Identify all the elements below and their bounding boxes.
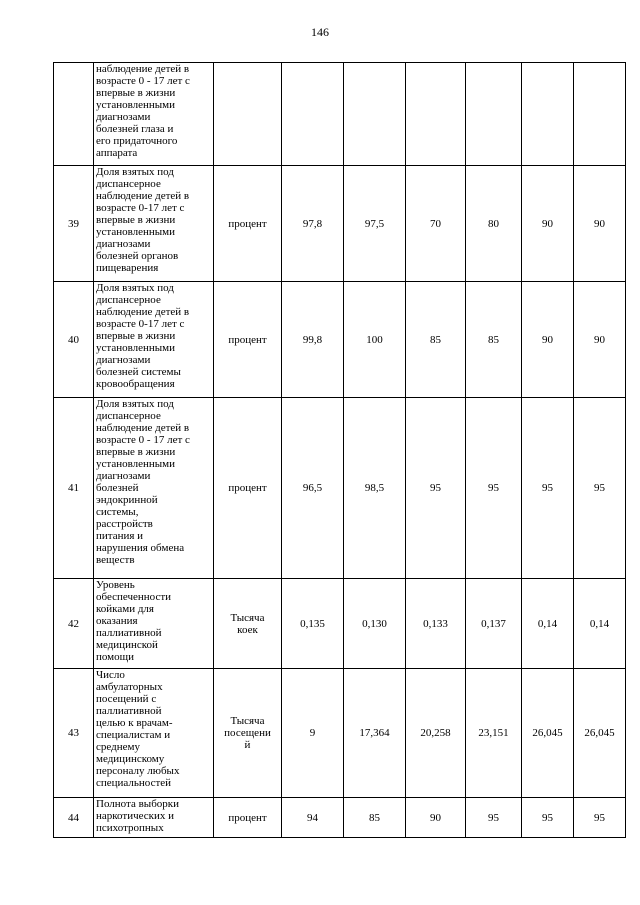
- value-cell: 20,258: [406, 669, 466, 798]
- value-cell: 0,137: [466, 579, 522, 669]
- value-cell: 0,133: [406, 579, 466, 669]
- description-line: установленными: [96, 226, 176, 238]
- value-cell: 95: [406, 398, 466, 579]
- description-line: возрасте 0-17 лет с: [96, 318, 185, 330]
- description-line: возрасте 0-17 лет с: [96, 202, 185, 214]
- unit-line: процент: [228, 333, 267, 346]
- value-cell: [406, 63, 466, 166]
- indicator-description-cell: [94, 669, 214, 798]
- description-line: впервые в жизни: [96, 214, 176, 226]
- description-line: его придаточного: [96, 135, 178, 147]
- description-line: медицинской: [96, 639, 158, 651]
- description-line: пищеварения: [96, 262, 159, 274]
- indicators-table: [53, 62, 626, 838]
- description-line: впервые в жизни: [96, 446, 176, 458]
- unit-cell: [214, 669, 282, 798]
- description-line: питания и: [96, 530, 144, 542]
- table-row: [54, 798, 626, 838]
- value-cell: 94: [282, 798, 344, 838]
- value-cell: 17,364: [344, 669, 406, 798]
- row-number-cell: 42: [54, 579, 94, 669]
- row-number-cell: [54, 63, 94, 166]
- description-line: оказания: [96, 615, 138, 627]
- value-cell: 100: [344, 282, 406, 398]
- description-line: диагнозами: [96, 470, 151, 482]
- description-line: Доля взятых под: [96, 166, 174, 178]
- value-cell: [574, 63, 626, 166]
- description-line: возрасте 0 - 17 лет с: [96, 434, 190, 446]
- description-line: впервые в жизни: [96, 87, 176, 99]
- description-line: диагнозами: [96, 111, 151, 123]
- description-line: болезней глаза и: [96, 123, 174, 135]
- row-number-cell: 40: [54, 282, 94, 398]
- table-row: [54, 63, 626, 166]
- description-line: установленными: [96, 342, 176, 354]
- table-row: [54, 579, 626, 669]
- indicator-description-cell: [94, 579, 214, 669]
- description-line: Доля взятых под: [96, 398, 174, 410]
- row-number-cell: 39: [54, 166, 94, 282]
- indicator-description-cell: [94, 282, 214, 398]
- unit-line: Тысяча: [230, 715, 265, 727]
- unit-line: посещени: [224, 727, 271, 739]
- description-line: помощи: [96, 651, 134, 663]
- value-cell: 90: [574, 282, 626, 398]
- description-line: расстройств: [96, 518, 153, 530]
- description-line: диагнозами: [96, 354, 151, 366]
- description-line: веществ: [96, 554, 135, 566]
- description-line: медицинскому: [96, 753, 165, 765]
- value-cell: 95: [574, 798, 626, 838]
- description-line: Доля взятых под: [96, 282, 174, 294]
- table-row: [54, 669, 626, 798]
- unit-cell: [214, 798, 282, 838]
- value-cell: 23,151: [466, 669, 522, 798]
- value-cell: 0,130: [344, 579, 406, 669]
- description-line: установленными: [96, 458, 176, 470]
- value-cell: 95: [522, 798, 574, 838]
- value-cell: 97,8: [282, 166, 344, 282]
- value-cell: 95: [466, 398, 522, 579]
- indicator-description-cell: [94, 63, 214, 166]
- value-cell: 85: [466, 282, 522, 398]
- unit-cell: [214, 63, 282, 166]
- description-line: амбулаторных: [96, 681, 163, 693]
- description-line: системы,: [96, 506, 139, 518]
- description-line: кровообращения: [96, 378, 175, 390]
- value-cell: 0,135: [282, 579, 344, 669]
- description-line: болезней системы: [96, 366, 181, 378]
- description-line: диспансерное: [96, 178, 161, 190]
- value-cell: 70: [406, 166, 466, 282]
- unit-cell: [214, 398, 282, 579]
- description-line: паллиативной: [96, 705, 162, 717]
- value-cell: 95: [522, 398, 574, 579]
- description-line: нарушения обмена: [96, 542, 185, 554]
- unit-cell: [214, 579, 282, 669]
- value-cell: 90: [406, 798, 466, 838]
- value-cell: 90: [574, 166, 626, 282]
- indicator-description-cell: [94, 166, 214, 282]
- description-line: возрасте 0 - 17 лет с: [96, 75, 190, 87]
- indicator-description-cell: [94, 798, 214, 838]
- description-line: паллиативной: [96, 627, 162, 639]
- description-line: наблюдение детей в: [96, 190, 190, 202]
- description-line: впервые в жизни: [96, 330, 176, 342]
- value-cell: 26,045: [522, 669, 574, 798]
- value-cell: 95: [574, 398, 626, 579]
- description-line: эндокринной: [96, 494, 158, 506]
- value-cell: 85: [406, 282, 466, 398]
- row-number-cell: 43: [54, 669, 94, 798]
- value-cell: 98,5: [344, 398, 406, 579]
- value-cell: [344, 63, 406, 166]
- value-cell: 9: [282, 669, 344, 798]
- description-line: посещений с: [96, 693, 157, 705]
- description-line: целью к врачам-: [96, 717, 173, 729]
- table-row: [54, 166, 626, 282]
- description-line: болезней органов: [96, 250, 179, 262]
- table-row: [54, 398, 626, 579]
- unit-line: коек: [237, 623, 258, 636]
- description-line: наркотических и: [96, 810, 175, 822]
- description-line: психотропных: [96, 822, 164, 834]
- value-cell: 99,8: [282, 282, 344, 398]
- value-cell: 95: [466, 798, 522, 838]
- value-cell: 96,5: [282, 398, 344, 579]
- description-line: наблюдение детей в: [96, 63, 190, 75]
- description-line: диспансерное: [96, 410, 161, 422]
- value-cell: 80: [466, 166, 522, 282]
- value-cell: 85: [344, 798, 406, 838]
- unit-line: й: [244, 739, 251, 751]
- description-line: Число: [96, 669, 125, 681]
- value-cell: 0,14: [522, 579, 574, 669]
- description-line: обеспеченности: [96, 591, 172, 603]
- description-line: специалистам и: [96, 729, 171, 741]
- value-cell: [522, 63, 574, 166]
- description-line: аппарата: [96, 147, 138, 159]
- value-cell: [466, 63, 522, 166]
- description-line: наблюдение детей в: [96, 422, 190, 434]
- description-line: диспансерное: [96, 294, 161, 306]
- description-line: Уровень: [96, 579, 135, 591]
- unit-cell: [214, 282, 282, 398]
- description-line: болезней: [96, 482, 139, 494]
- value-cell: 97,5: [344, 166, 406, 282]
- unit-line: процент: [228, 811, 267, 824]
- unit-cell: [214, 166, 282, 282]
- description-line: койками для: [96, 603, 154, 615]
- unit-line: процент: [228, 217, 267, 230]
- description-line: диагнозами: [96, 238, 151, 250]
- description-line: среднему: [96, 741, 140, 753]
- value-cell: [282, 63, 344, 166]
- row-number-cell: 44: [54, 798, 94, 838]
- description-line: установленными: [96, 99, 176, 111]
- value-cell: 26,045: [574, 669, 626, 798]
- value-cell: 0,14: [574, 579, 626, 669]
- description-line: Полнота выборки: [96, 798, 180, 810]
- row-number-cell: 41: [54, 398, 94, 579]
- description-line: специальностей: [96, 777, 172, 789]
- unit-line: процент: [228, 482, 267, 494]
- value-cell: 90: [522, 282, 574, 398]
- unit-line: Тысяча: [230, 611, 265, 624]
- value-cell: 90: [522, 166, 574, 282]
- description-line: персоналу любых: [96, 765, 180, 777]
- table-row: [54, 282, 626, 398]
- description-line: наблюдение детей в: [96, 306, 190, 318]
- page-number: 146: [311, 25, 329, 39]
- indicator-description-cell: [94, 398, 214, 579]
